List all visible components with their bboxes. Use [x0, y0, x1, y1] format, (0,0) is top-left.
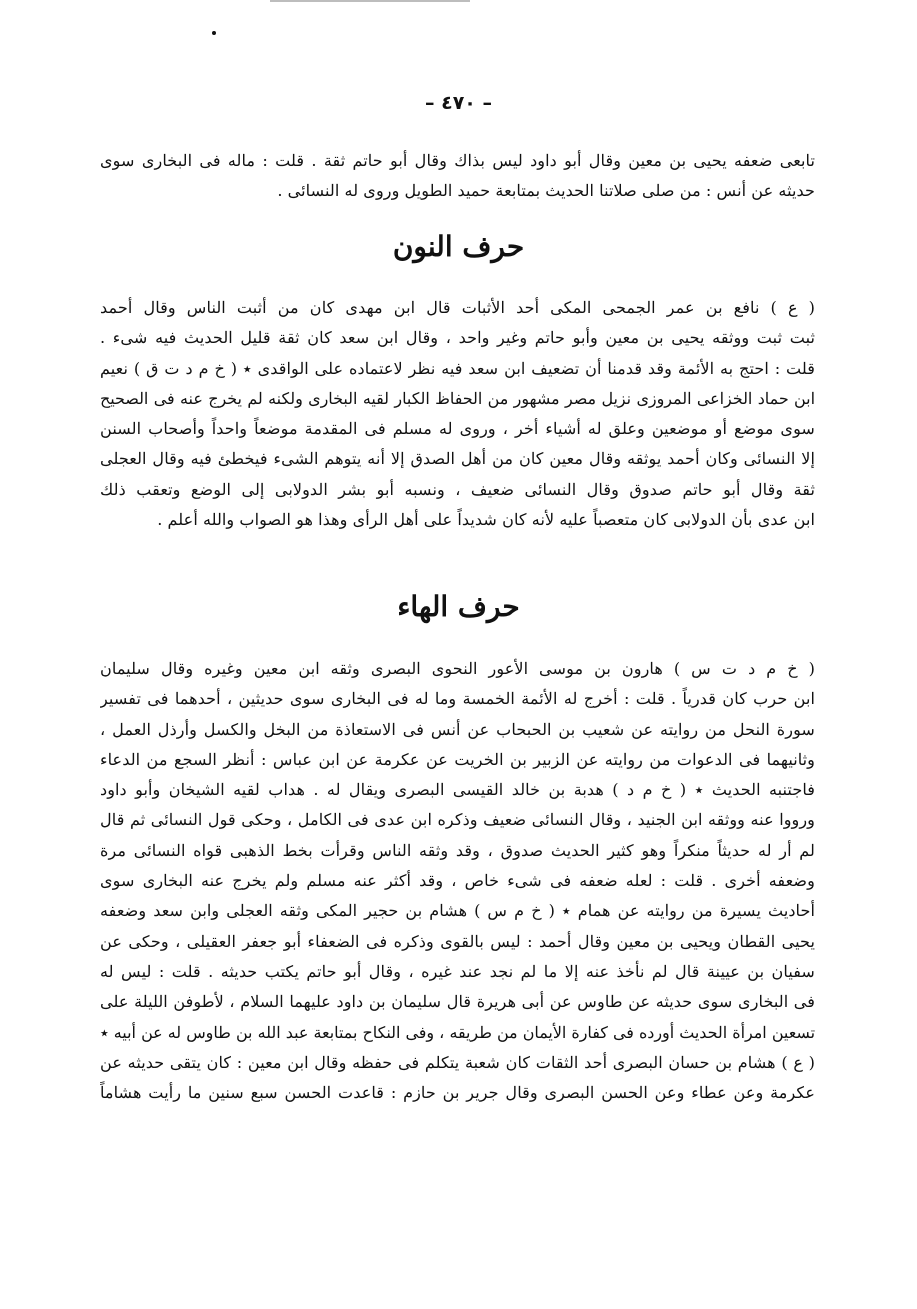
- text-line: ابن حماد الخزاعى المروزى نزيل مصر مشهور من الحفاظ الكبار لقيه البخارى ولكنه لم يخرج عنه فى الصحيح: [100, 388, 815, 408]
- text-line: سفيان بن عيينة قال لم نأخذ عنه إلا ما لم نجد عند غيره ، وقال أبو حاتم يكتب حديثه . قلت : ليس له: [100, 961, 815, 981]
- text-line: ( خ م د ت س ) هارون بن موسى الأعور النحوى البصرى وثقه ابن معين وغيره وقال سليمان: [100, 659, 815, 678]
- text-line: فى البخارى سوى حديثه عن طاوس عن أبى هريرة قال سليمان بن داود عليهما السلام ، لأطوفن الليلة على: [100, 992, 815, 1012]
- text-line: يحيى القطان ويحيى بن معين وقال أحمد : ليس بالقوى وذكره فى الضعفاء أبو جعفر العقيلى ، وحكى عن: [100, 931, 815, 951]
- text-line: ورووا عنه ووثقه ابن الجنيد ، وقال النسائى ضعيف وذكره ابن عدى فى الكامل ، وحكى قول النسائى ثم قال: [100, 810, 815, 830]
- text-line: سوى موضع أو موضعين وعلق له أشياء أخر ، وروى له مسلم فى المقدمة موضعاً واحداً وأصحاب السنن: [100, 419, 815, 439]
- text-line: ( ع ) نافع بن عمر الجمحى المكى أحد الأثبات قال ابن مهدى كان من أثبت الناس وقال أحمد: [100, 298, 815, 317]
- paragraph-noon: [100, 293, 815, 535]
- text-line: وضعفه أخرى . قلت : لعله ضعفه فى شىء خاص ، وقد أكثر عنه مسلم ولم يخرج عنه البخارى سوى: [100, 871, 815, 891]
- text-line: فاجتنبه الحديث ٭ ( خ م د ) هدبة بن خالد القيسى البصرى ويقال له . هداب لقيه الشيخان وأبو داود: [100, 780, 815, 800]
- paragraph-continuation: [100, 146, 815, 207]
- section-heading-haa: حرف الهاء: [397, 590, 520, 623]
- text-line: لم أر له حديثاً منكراً وهو كثير الحديث صدوق ، وقد وثقه الناس وقرأت بخط الذهبى قواه النسائى مرة: [100, 840, 815, 860]
- paragraph-haa: [100, 654, 815, 1108]
- top-rule: [270, 0, 470, 2]
- text-line: ابن حرب كان قدرياً . قلت : أخرج له الأئمة الخمسة وما له فى البخارى سوى حديثين ، أحدهما فى تفسير: [100, 689, 815, 709]
- text-line: تسعين امرأة الحديث أورده فى كفارة الأيمان من طريقه ، وفى النكاح بمتابعة عبد الله بن طاوس له عن أبيه ٭: [100, 1022, 815, 1042]
- text-line: أحاديث يسيرة من روايته عن همام ٭ ( خ م س ) هشام بن حجير المكى وثقه العجلى وابن سعد وضعفه: [100, 901, 815, 921]
- text-line: قلت : احتج به الأئمة وقد قدمنا أن تضعيف ابن سعد فيه نظر لاعتماده على الواقدى ٭ ( خ م د ت ق ) نعيم: [100, 358, 815, 378]
- section-heading-noon: حرف النون: [392, 230, 525, 263]
- ink-dot: [212, 31, 216, 35]
- text-line: وثانيهما فى الدعوات من روايته عن الزبير بن الخريت عن عكرمة عن ابن عباس : أنظر السجع من الدعاء: [100, 749, 815, 769]
- text-line: إلا النسائى وكان أحمد يوثقه وقال معين كان من أهل الصدق إلا أنه يتوهم الشىء فيخطئ فيه وقال العجلى: [100, 449, 815, 469]
- text-line: عكرمة وعن عطاء وعن الحسن البصرى وقال جرير بن حازم : قاعدت الحسن سبع سنين ما رأيت هشاماً: [100, 1083, 815, 1103]
- text-line: ( ع ) هشام بن حسان البصرى أحد الثقات كان شعبة يتكلم فى حفظه وقال ابن معين : كان يتقى حديثه عن: [100, 1052, 815, 1072]
- text-line: ثبت ثبت ووثقه يحيى بن معين وأبو حاتم وغير واحد ، وقال ابن سعد كان ثقة قليل الحديث فيه شىء .: [100, 328, 815, 348]
- text-line: ثقة وقال أبو حاتم صدوق وقال النسائى ضعيف ، ونسبه أبو بشر الدولابى إلى الوضع وتعقب ذلك: [100, 479, 815, 499]
- page-number: – ٤٧٠ –: [424, 92, 493, 114]
- text-line: سورة النحل من روايته عن شعيب بن الحبحاب عن أنس فى الاستعاذة من البخل والكسل وأرذل العمل ،: [100, 719, 815, 739]
- text-line: حديثه عن أنس : من صلى صلاتنا الحديث بمتابعة حميد الطويل وروى له النسائى .: [277, 181, 815, 201]
- text-line: ابن عدى بأن الدولابى كان متعصباً عليه لأنه كان شديداً على أهل الرأى وهذا هو الصواب والله أعلم .: [157, 510, 815, 530]
- text-line: تابعى ضعفه يحيى بن معين وقال أبو داود ليس بذاك وقال أبو حاتم ثقة . قلت : ماله فى البخارى سوى: [100, 151, 815, 170]
